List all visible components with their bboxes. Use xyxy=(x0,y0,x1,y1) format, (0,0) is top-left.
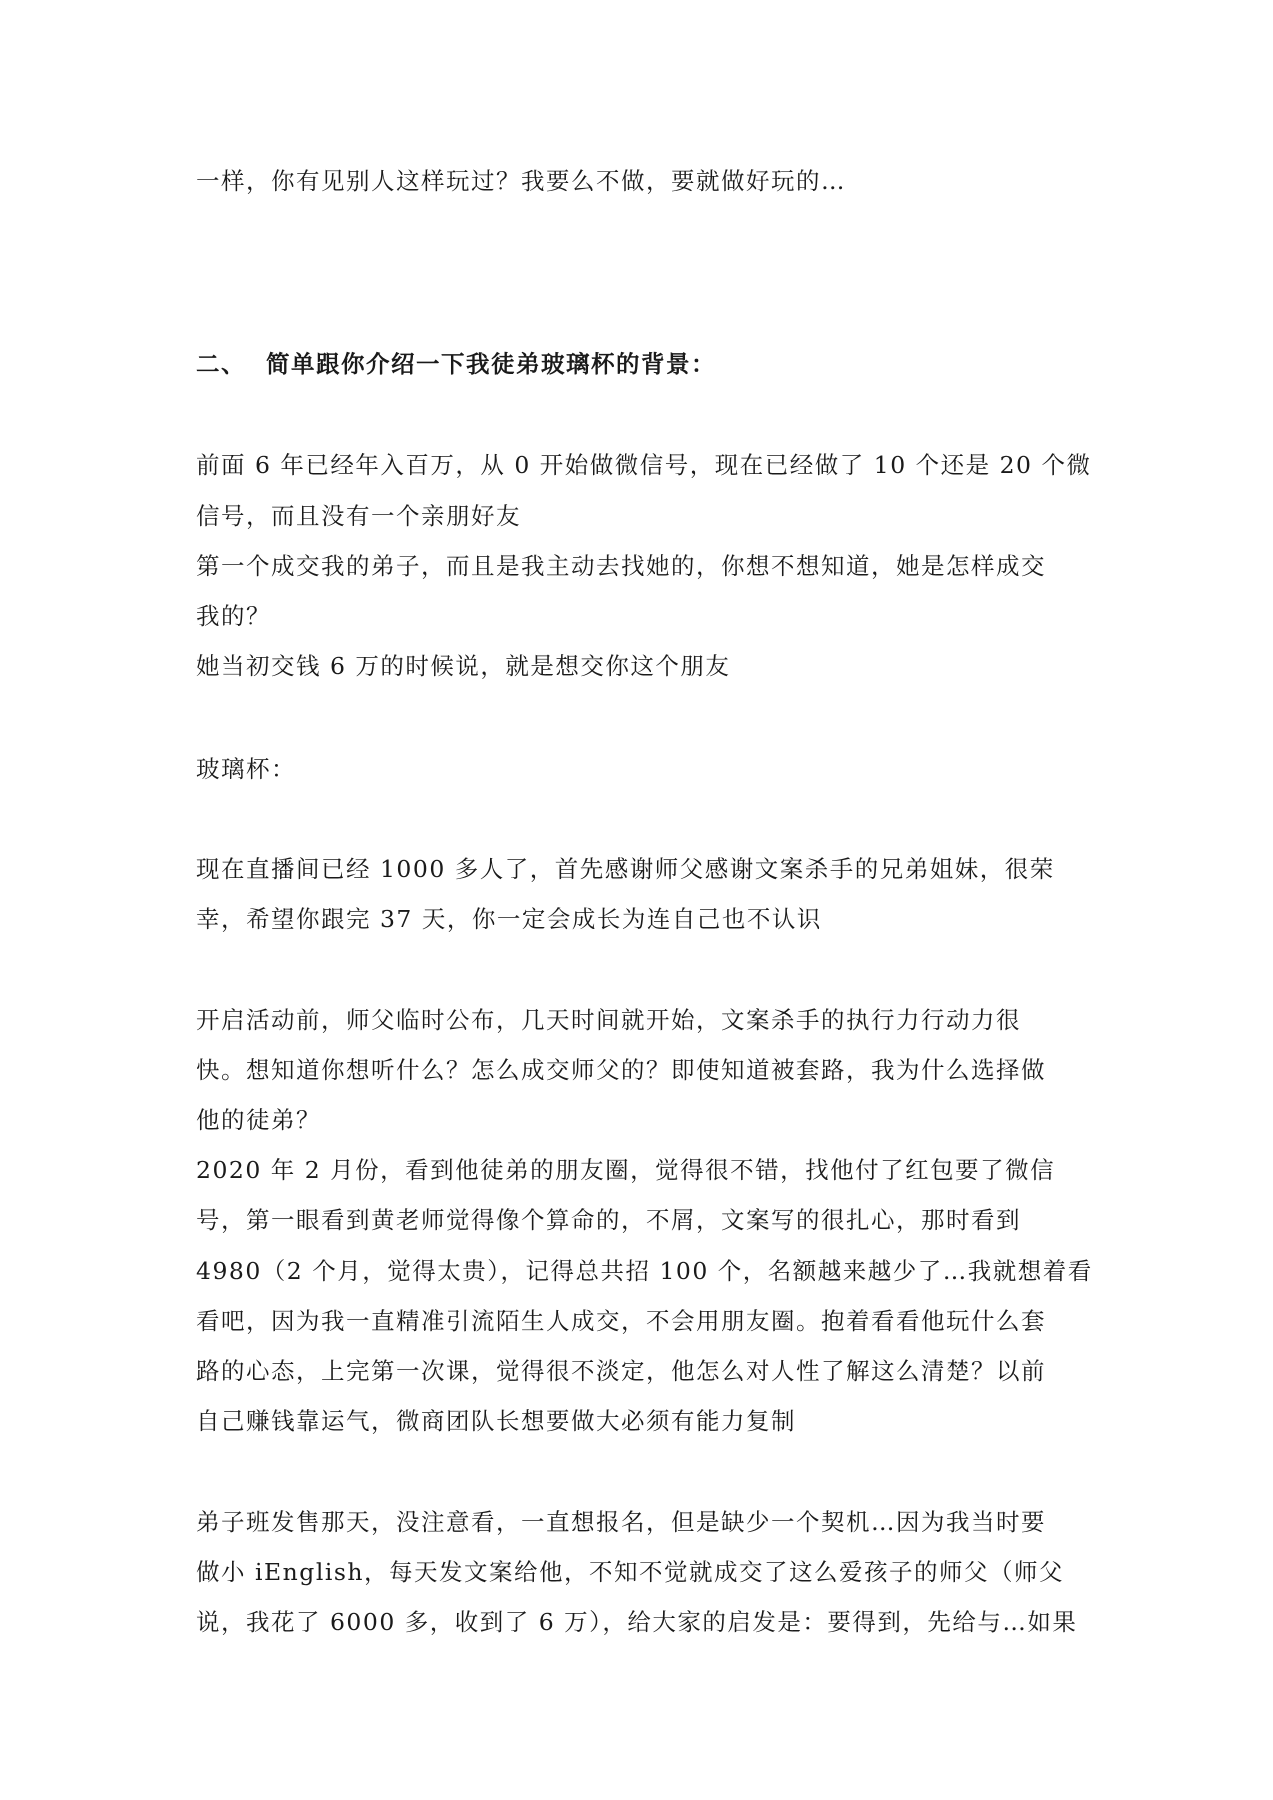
paragraph-line: 信号，而且没有一个亲朋好友 xyxy=(196,502,521,530)
paragraph-line: 一样，你有见别人这样玩过？我要么不做，要就做好玩的… xyxy=(196,167,846,195)
paragraph-line: 看吧，因为我一直精准引流陌生人成交，不会用朋友圈。抱着看看他玩什么套 xyxy=(196,1307,1046,1335)
paragraph-line: 快。想知道你想听什么？怎么成交师父的？即使知道被套路，我为什么选择做 xyxy=(196,1056,1046,1084)
paragraph-line: 幸，希望你跟完 37 天，你一定会成长为连自己也不认识 xyxy=(196,905,822,933)
paragraph-line: 路的心态，上完第一次课，觉得很不淡定，他怎么对人性了解这么清楚？以前 xyxy=(196,1357,1046,1385)
section-heading xyxy=(196,348,716,380)
paragraph-line: 现在直播间已经 1000 多人了，首先感谢师父感谢文案杀手的兄弟姐妹，很荣 xyxy=(196,855,1055,883)
paragraph-line: 第一个成交我的弟子，而且是我主动去找她的，你想不想知道，她是怎样成交 xyxy=(196,552,1046,580)
section-title: 简单跟你介绍一下我徒弟玻璃杯的背景： xyxy=(266,350,716,378)
paragraph-line: 前面 6 年已经年入百万，从 0 开始做微信号，现在已经做了 10 个还是 20 个微 xyxy=(196,451,1092,479)
paragraph-line: 说，我花了 6000 多，收到了 6 万），给大家的启发是：要得到，先给与…如果 xyxy=(196,1608,1078,1636)
paragraph-line: 4980（2 个月，觉得太贵），记得总共招 100 个，名额越来越少了…我就想着看 xyxy=(196,1257,1093,1285)
paragraph-line: 他的徒弟？ xyxy=(196,1106,321,1134)
paragraph-line: 自己赚钱靠运气，微商团队长想要做大必须有能力复制 xyxy=(196,1407,796,1435)
paragraph-line: 开启活动前，师父临时公布，几天时间就开始，文案杀手的执行力行动力很 xyxy=(196,1006,1021,1034)
speaker-label: 玻璃杯： xyxy=(196,755,296,783)
paragraph-line: 她当初交钱 6 万的时候说，就是想交你这个朋友 xyxy=(196,652,731,680)
section-number: 二、 xyxy=(196,350,246,378)
paragraph-line: 我的？ xyxy=(196,602,271,630)
paragraph-line: 2020 年 2 月份，看到他徒弟的朋友圈，觉得很不错，找他付了红包要了微信 xyxy=(196,1156,1056,1184)
paragraph-line: 弟子班发售那天，没注意看，一直想报名，但是缺少一个契机…因为我当时要 xyxy=(196,1508,1046,1536)
paragraph-line: 号，第一眼看到黄老师觉得像个算命的，不屑，文案写的很扎心，那时看到 xyxy=(196,1206,1021,1234)
paragraph-line: 做小 iEnglish，每天发文案给他，不知不觉就成交了这么爱孩子的师父（师父 xyxy=(196,1558,1065,1586)
